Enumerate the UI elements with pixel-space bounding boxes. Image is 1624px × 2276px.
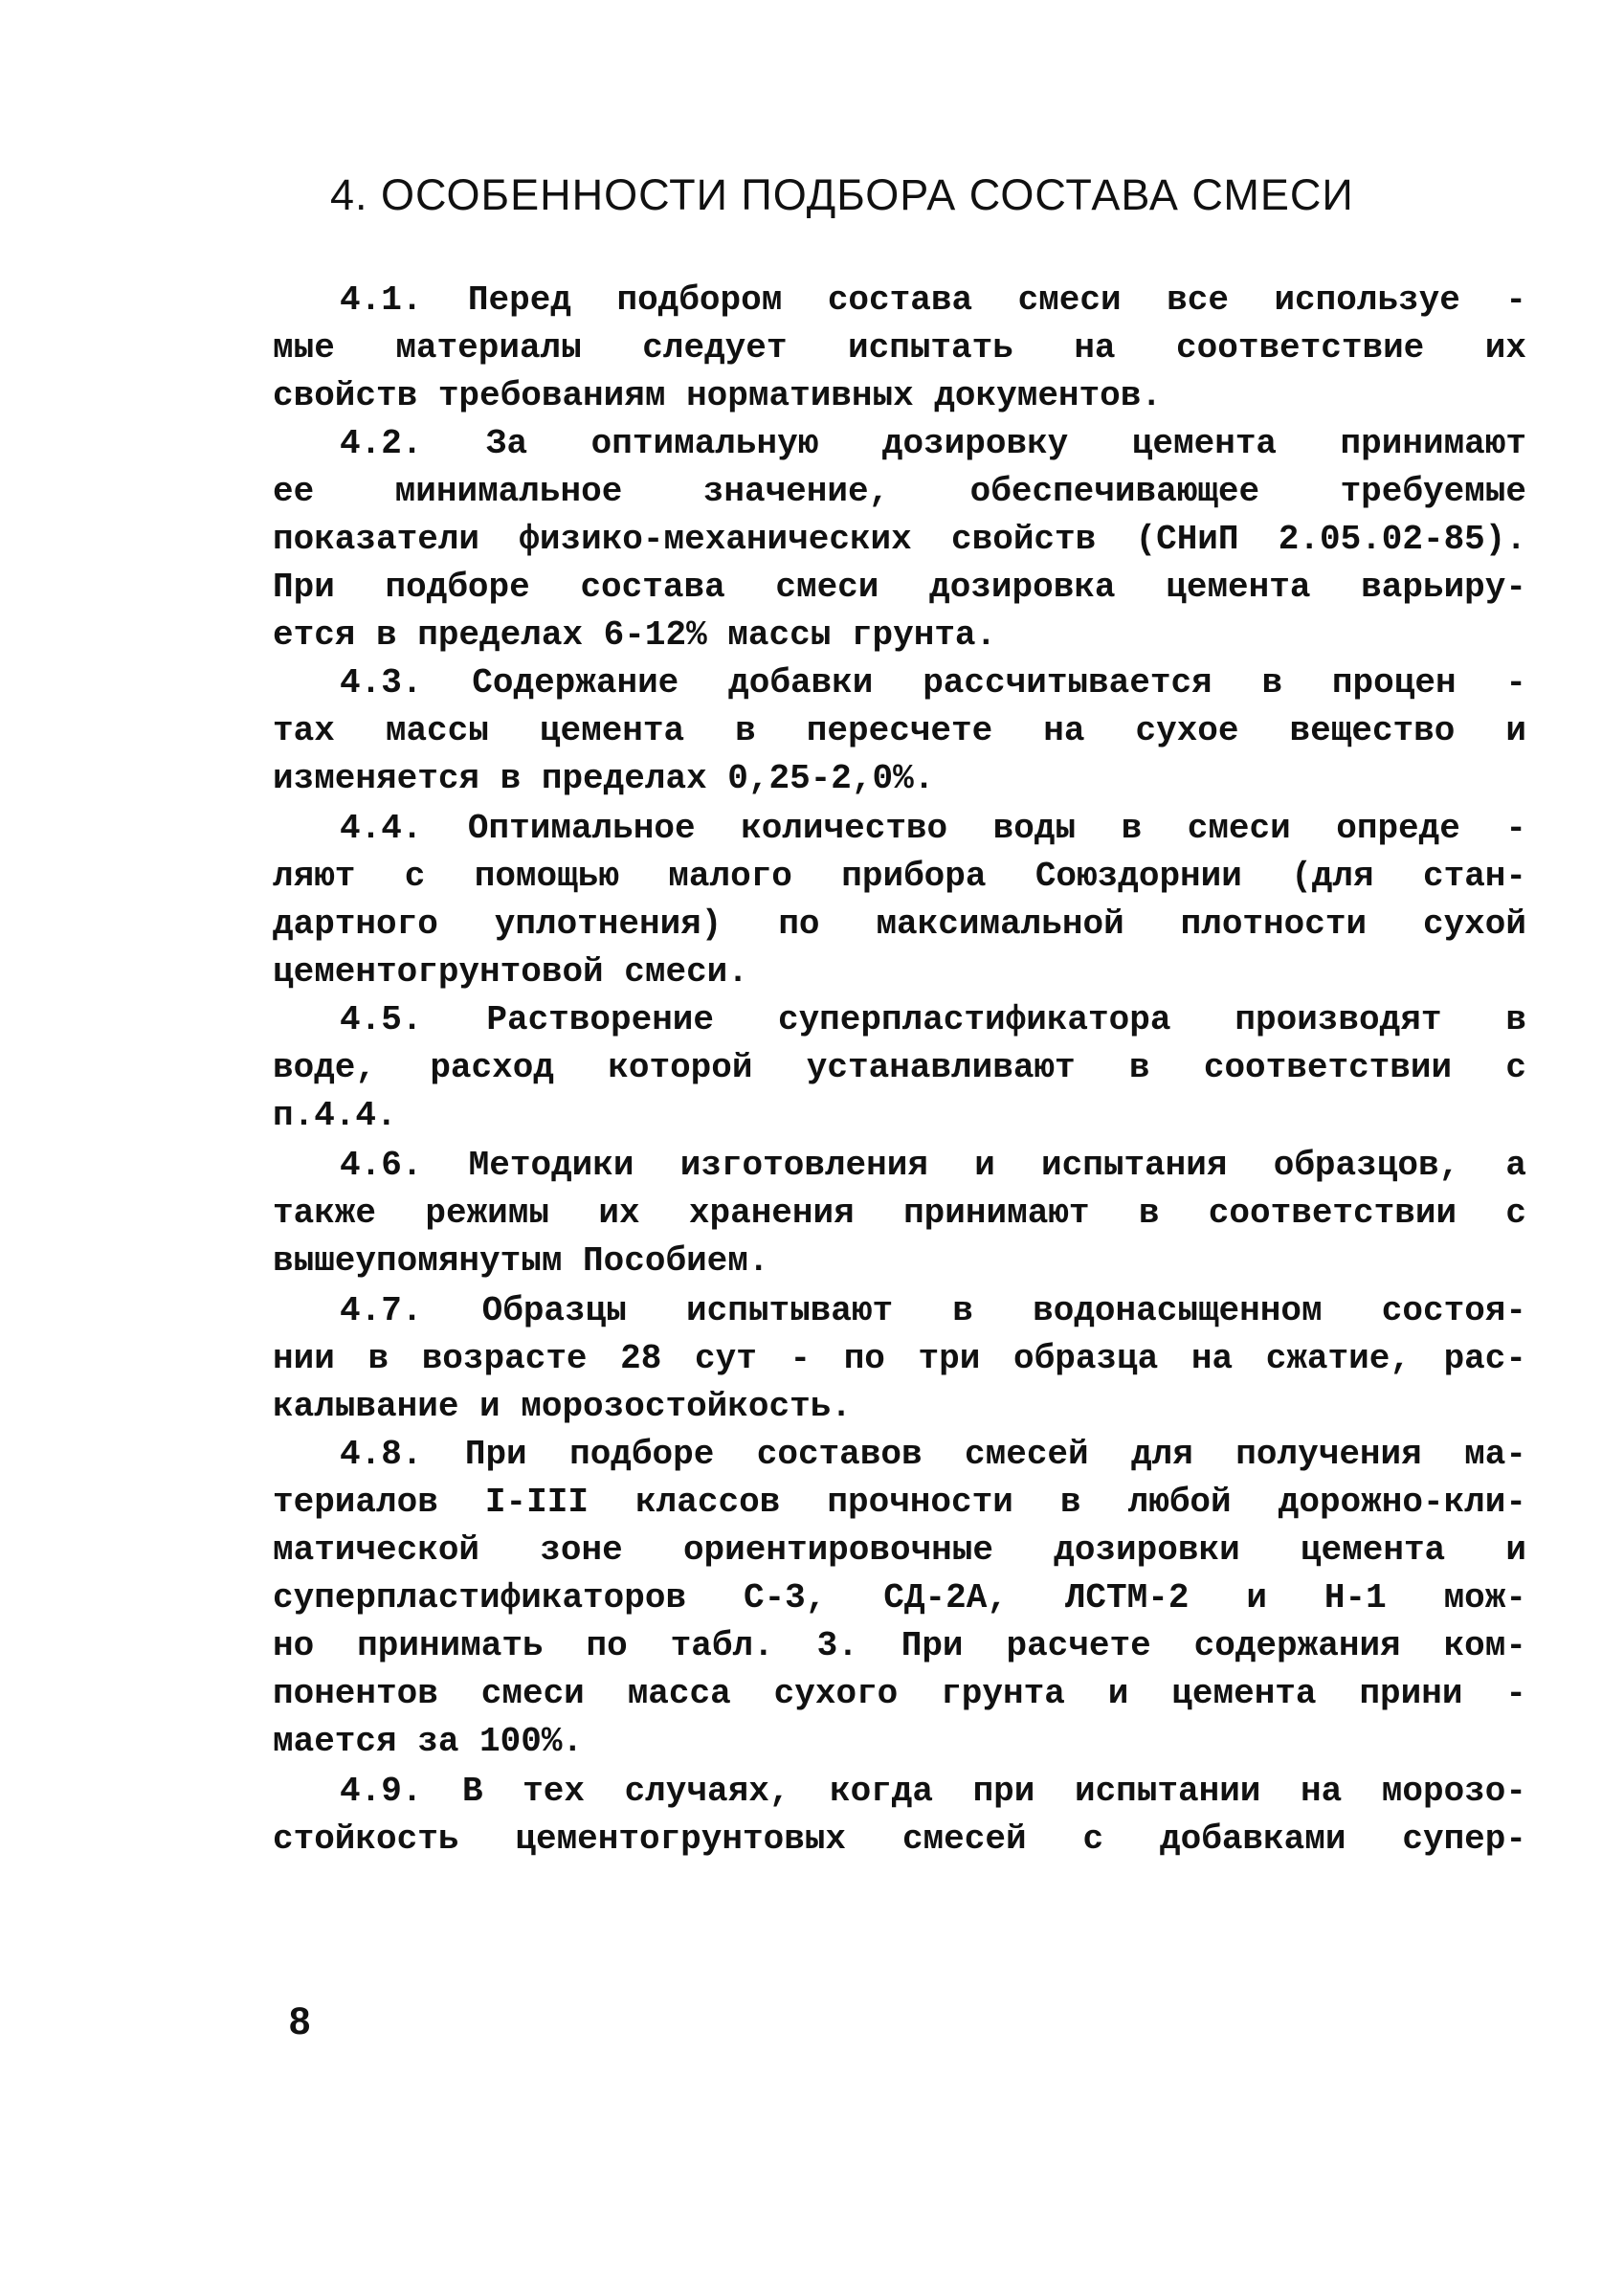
- text-line: ется в пределах 6-12% массы грунта.: [273, 615, 997, 655]
- text-line: 4.8. При подборе составов смесей для получения ма-: [340, 1435, 1526, 1474]
- text-line: стойкость цементогрунтовых смесей с добавками супер-: [273, 1819, 1526, 1859]
- text-line: вышеупомянутым Пособием.: [273, 1241, 769, 1281]
- text-line: 4.4. Оптимальное количество воды в смеси опреде -: [340, 809, 1526, 848]
- text-line: также режимы их хранения принимают в соответствии с: [273, 1194, 1526, 1233]
- text-line: 4.5. Растворение суперпластификатора производят в: [340, 1000, 1526, 1039]
- text-line: показатели физико-механических свойств (СНиП 2.05.02-85).: [273, 520, 1526, 559]
- text-line: свойств требованиям нормативных документов.: [273, 376, 1162, 415]
- text-line: ее минимальное значение, обеспечивающее требуемые: [273, 472, 1526, 511]
- text-line: тах массы цемента в пересчете на сухое вещество и: [273, 711, 1526, 750]
- text-line: 4.3. Содержание добавки рассчитывается в процен -: [340, 663, 1526, 703]
- text-line: 4.7. Образцы испытывают в водонасыщенном состоя-: [340, 1291, 1526, 1330]
- text-line: 4.6. Методики изготовления и испытания образцов, а: [340, 1146, 1526, 1185]
- text-line: нии в возрасте 28 сут - по три образца на сжатие, рас-: [273, 1339, 1526, 1378]
- text-line: матической зоне ориентировочные дозировки цемента и: [273, 1530, 1526, 1570]
- text-line: мается за 100%.: [273, 1722, 584, 1761]
- text-line: териалов I-III классов прочности в любой дорожно-кли-: [273, 1483, 1526, 1522]
- text-line: калывание и морозостойкость.: [273, 1387, 852, 1426]
- text-line: суперпластификаторов С-3, СД-2А, ЛСТМ-2 и Н-1 мож-: [273, 1578, 1526, 1618]
- text-line: 4.2. За оптимальную дозировку цемента принимают: [340, 424, 1526, 463]
- text-line: 4.9. В тех случаях, когда при испытании на морозо-: [340, 1772, 1526, 1811]
- text-line: п.4.4.: [273, 1096, 397, 1135]
- text-line: цементогрунтовой смеси.: [273, 952, 748, 992]
- page-number: 8: [289, 2000, 311, 2042]
- text-line: мые материалы следует испытать на соответствие их: [273, 328, 1526, 368]
- text-line: При подборе состава смеси дозировка цемента варьиру-: [273, 568, 1526, 607]
- text-line: но принимать по табл. 3. При расчете содержания ком-: [273, 1626, 1526, 1665]
- text-line: дартного уплотнения) по максимальной плотности сухой: [273, 904, 1526, 944]
- section-title: 4. ОСОБЕННОСТИ ПОДБОРА СОСТАВА СМЕСИ: [330, 170, 1354, 219]
- text-line: ляют с помощью малого прибора Союздорнии (для стан-: [273, 857, 1526, 896]
- text-line: воде, расход которой устанавливают в соответствии с: [273, 1048, 1526, 1087]
- text-line: 4.1. Перед подбором состава смеси все используе -: [340, 280, 1526, 320]
- text-line: изменяется в пределах 0,25-2,0%.: [273, 759, 935, 798]
- text-line: понентов смеси масса сухого грунта и цемента прини -: [273, 1674, 1526, 1713]
